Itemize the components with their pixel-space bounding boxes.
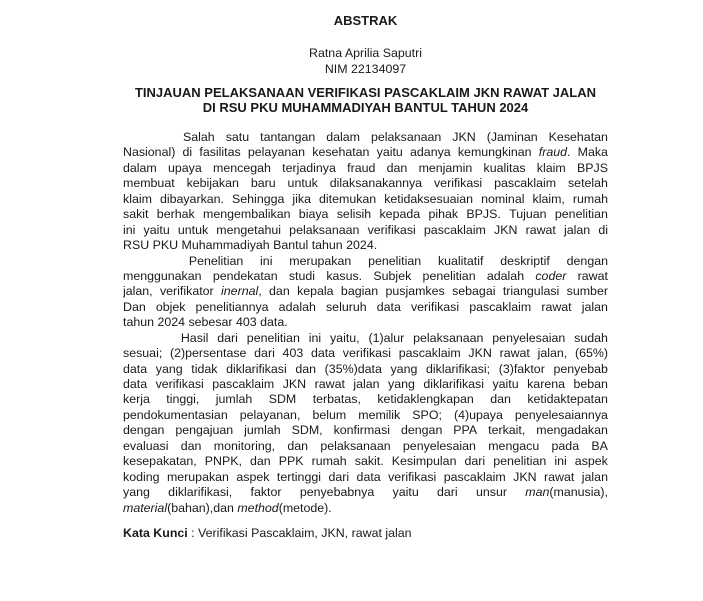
keywords-line: [123, 526, 608, 542]
abstract-body: [123, 130, 608, 516]
body-text-line: data verifikasi pascaklaim JKN rawat jalan yang diklarifikasi yaitu karena beban: [123, 377, 608, 391]
body-text-line: ini yaitu untuk mengetahui pelaksanaan verifikasi pascaklaim JKN rawat jalan di: [123, 222, 608, 237]
section-heading: ABSTRAK: [333, 13, 398, 28]
body-text-line: dengan pengajuan jumlah SDM, konfirmasi dengan PPA terkait, mengadakan: [123, 423, 608, 438]
body-text-line: sesuai; (2)persentase dari 403 data verifikasi pascaklaim JKN rawat jalan, (65%): [123, 346, 608, 361]
author-nim: NIM 22134097: [324, 61, 407, 76]
keywords-label: Kata Kunci: [123, 526, 188, 540]
body-text-line: evaluasi dan monitoring, dan pelaksanaan penyelesaian mengacu pada BA: [123, 438, 608, 453]
body-text-line: sakit berhak mengembalikan biaya selisih kepada pihak BPJS. Tujuan penelitian: [123, 207, 608, 222]
body-text-line: tahun 2024 sebesar 403 data.: [123, 315, 288, 330]
page-content: [123, 0, 608, 601]
thesis-title-line-2: DI RSU PKU MUHAMMADIYAH BANTUL TAHUN 2024: [202, 100, 529, 116]
thesis-title: [123, 85, 608, 116]
body-text-line: menggunakan pendekatan studi kasus. Subjek penelitian adalah coder rawat: [123, 268, 608, 283]
body-text-line: Salah satu tantangan dalam pelaksanaan JKN (Jaminan Kesehatan: [183, 130, 608, 144]
body-text-line: dalam upaya mencegah terjadinya fraud dan menjamin kualitas klaim BPJS: [123, 160, 608, 175]
thesis-title-line-1: TINJAUAN PELAKSANAAN VERIFIKASI PASCAKLAIM JKN RAWAT JALAN: [134, 85, 597, 100]
body-text-line: Dan objek penelitiannya adalah seluruh data verifikasi pascaklaim rawat jalan: [123, 299, 608, 314]
keywords-separator: :: [187, 526, 199, 540]
keywords-value: Verifikasi Pascaklaim, JKN, rawat jalan: [198, 526, 412, 540]
body-text-line: data yang tidak diklarifikasi dan (35%)data yang diklarifikasi; (3)faktor penyebab: [123, 361, 608, 376]
body-text-line: RSU PKU Muhammadiyah Bantul tahun 2024.: [123, 238, 378, 253]
body-text-line: pendokumentasian pelayanan, belum memilik SPO; (4)upaya penyelesaiannya: [123, 407, 608, 422]
body-text-line: material(bahan),dan method(metode).: [123, 500, 332, 515]
body-text-line: Nasional) di fasilitas pelayanan kesehatan yaitu adanya kemungkinan fraud. Maka: [123, 145, 608, 160]
body-text-line: kerja tinggi, jumlah SDM terbatas, ketidaklengkapan dan ketidaktepatan: [123, 392, 608, 407]
author-name: Ratna Aprilia Saputri: [309, 46, 422, 60]
body-text-line: Hasil dari penelitian ini yaitu, (1)alur pelaksanaan penyelesaian sudah: [180, 330, 608, 345]
body-text-line: kesepakatan, PNPK, dan PPK rumah sakit. Kesimpulan dari penelitian ini aspek: [123, 454, 608, 469]
body-text-line: jalan, verifikator inernal, dan kepala bagian pusjamkes sebagai triangulasi sumber: [123, 284, 608, 299]
body-text-line: koding merupakan aspek tertinggi dari data verifikasi pascaklaim JKN rawat jalan: [123, 469, 608, 484]
author-block: [123, 46, 608, 77]
body-text-line: Penelitian ini merupakan penelitian kualitatif deskriptif dengan: [188, 253, 608, 268]
body-text-line: klaim dibayarkan. Sehingga jika ditemukan ketidaksesuaian nominal klaim, rumah: [123, 191, 608, 206]
body-text-line: membuat kebijakan baru untuk dilaksanakannya verifikasi pascaklaim setelah: [123, 176, 608, 191]
body-text-line: yang diklarifikasi, faktor penyebabnya yaitu dari unsur man(manusia),: [123, 485, 608, 500]
